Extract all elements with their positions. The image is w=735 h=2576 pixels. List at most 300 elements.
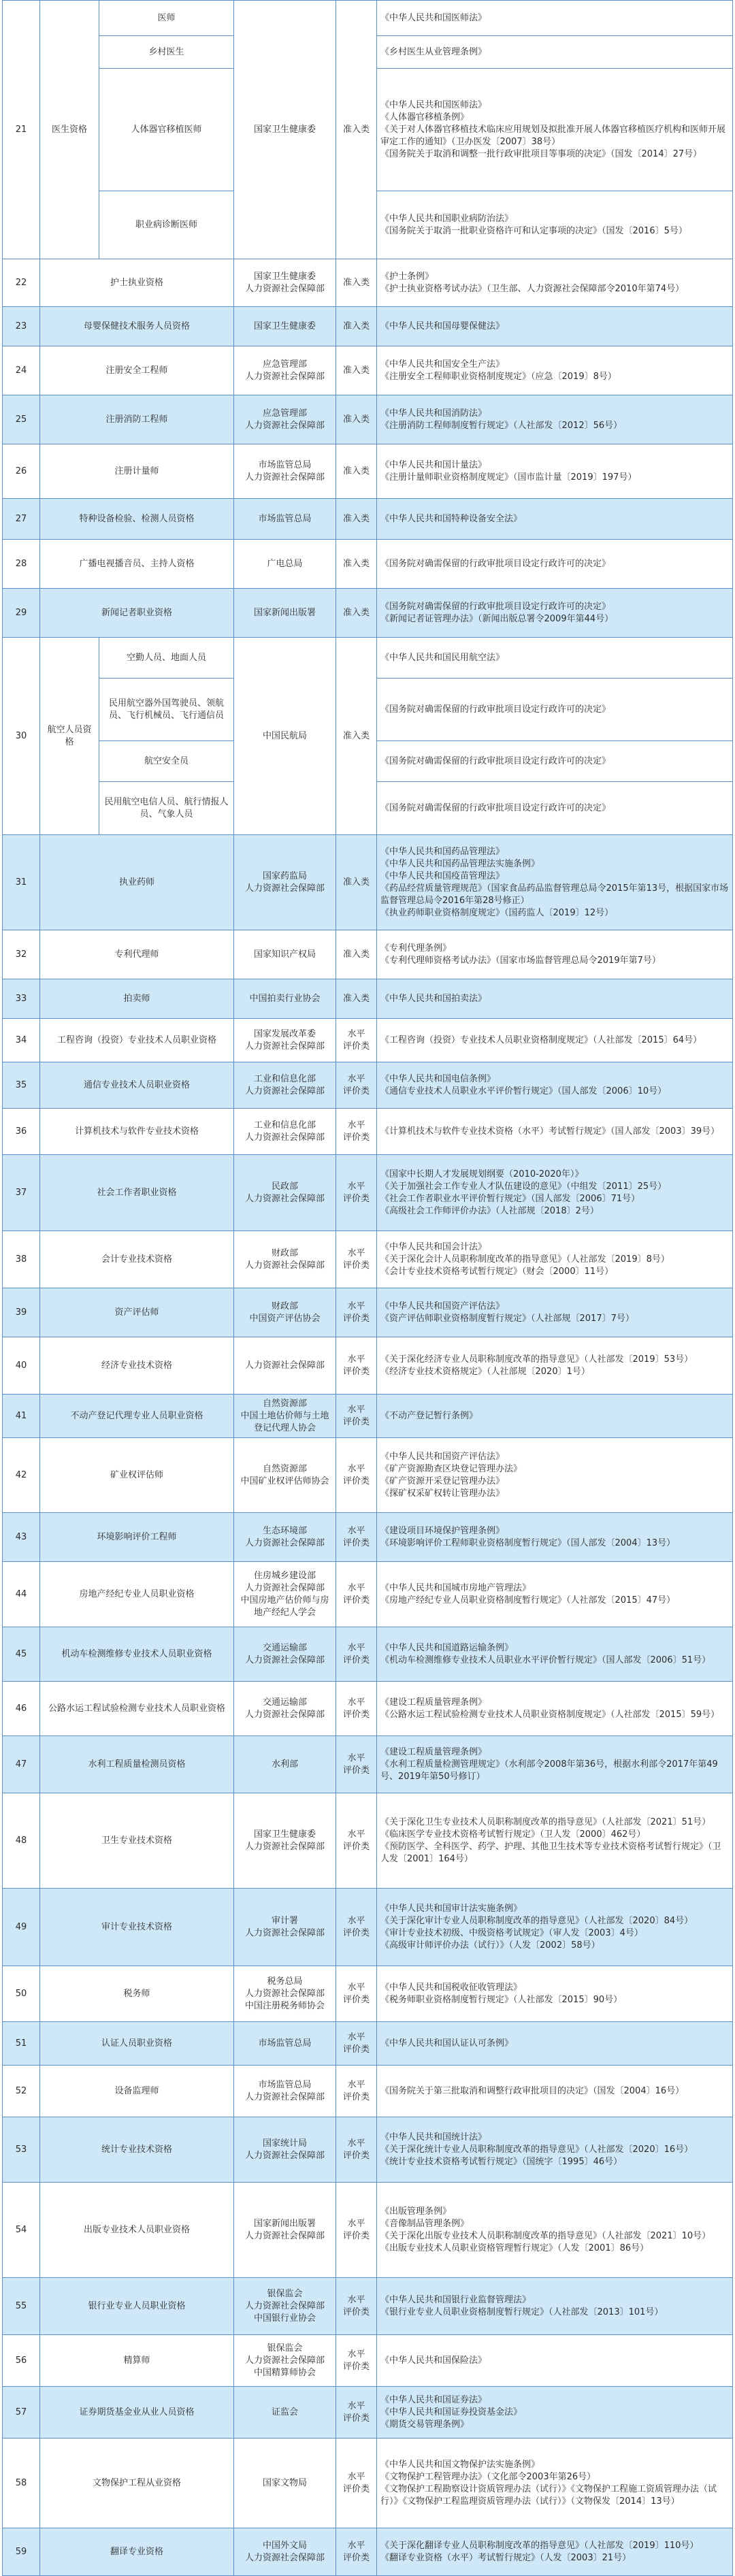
qualification-name: 出版专业技术人员职业资格	[40, 2183, 234, 2278]
implementing-department: 市场监管总局 人力资源社会保障部	[234, 2066, 336, 2117]
legal-basis-item: 《工程咨询（投资）专业技术人员职业资格制度规定》（人社部发〔2015〕64号）	[380, 1034, 702, 1045]
legal-basis-item: 《文物保护工程管理办法》（文化部令2003年第26号）	[380, 2471, 596, 2482]
qualification-name: 银行业专业人员职业资格	[40, 2278, 234, 2335]
sub-qualification-name: 医师	[99, 1, 234, 36]
implementing-department: 国家统计局 人力资源社会保障部	[234, 2117, 336, 2183]
row-number: 33	[3, 979, 40, 1019]
legal-basis-item: 《水利工程质量检测管理规定》（水利部令2008年第36号，根据水利部令2017年第49号、2019年第50号修订）	[380, 1759, 718, 1782]
qualification-type: 水平 评价类	[336, 1288, 377, 1337]
table-row	[3, 1231, 733, 1288]
qualification-name: 广播电视播音员、主持人资格	[40, 540, 234, 589]
implementing-department: 国家文物局	[234, 2439, 336, 2528]
implementing-department: 水利部	[234, 1736, 336, 1793]
implementing-department: 国家发展改革委 人力资源社会保障部	[234, 1019, 336, 1062]
qualification-type: 水平 评价类	[336, 2117, 377, 2183]
legal-basis-item: 《预防医学、全科医学、药学、护理、其他卫生技术等专业技术资格考试暂行规定》（卫人发〔2001〕164号）	[380, 1841, 721, 1864]
legal-basis-item: 《中华人民共和国药品管理法实施条例》	[380, 858, 540, 869]
legal-basis-item: 《资产评估师职业资格制度暂行规定》（人社部规〔2017〕7号）	[380, 1313, 634, 1324]
implementing-department: 国家新闻出版署	[234, 589, 336, 638]
qualification-type: 水平 评价类	[336, 2066, 377, 2117]
legal-basis	[377, 2022, 733, 2066]
row-number: 51	[3, 2022, 40, 2066]
row-number: 40	[3, 1337, 40, 1395]
legal-basis-item: 《中华人民共和国电信条例》	[380, 1073, 496, 1084]
legal-basis-item: 《中华人民共和国消防法》	[380, 408, 487, 419]
legal-basis-item: 《通信专业技术人员职业水平评价暂行规定》（国人部发〔2006〕10号）	[380, 1086, 667, 1096]
table-row	[3, 395, 733, 444]
legal-basis-item: 《执业药师职业资格制度规定》（国药监人〔2019〕12号）	[380, 907, 614, 918]
implementing-department: 审计署 人力资源社会保障部	[234, 1889, 336, 1966]
legal-basis-item: 《中华人民共和国资产评估法》	[380, 1451, 505, 1462]
legal-basis-item: 《中华人民共和国安全生产法》	[380, 359, 505, 370]
qualification-name: 新闻记者职业资格	[40, 589, 234, 638]
table-row	[3, 1736, 733, 1793]
table-row	[3, 1288, 733, 1337]
legal-basis-item: 《出版专业技术人员职业资格管理暂行规定》（人发〔2001〕86号）	[380, 2243, 649, 2253]
implementing-department: 应急管理部 人力资源社会保障部	[234, 395, 336, 444]
qualification-name: 机动车检测维修专业技术人员职业资格	[40, 1627, 234, 1682]
legal-basis-item: 《关于深化经济专业人员职称制度改革的指导意见》（人社部发〔2019〕53号）	[380, 1354, 693, 1365]
implementing-department: 国家卫生健康委 人力资源社会保障部	[234, 1793, 336, 1889]
legal-basis-item: 《高级社会工作师评价办法》（人社部规〔2018〕2号）	[380, 1205, 599, 1216]
table-row	[3, 540, 733, 589]
legal-basis	[377, 1395, 733, 1438]
qualification-type: 水平 评价类	[336, 1231, 377, 1288]
qualification-type: 水平 评价类	[336, 1793, 377, 1889]
legal-basis	[377, 346, 733, 395]
table-row	[3, 2335, 733, 2387]
legal-basis-item: 《注册消防工程师制度暂行规定》（人社部发〔2012〕56号）	[380, 420, 623, 431]
row-number: 36	[3, 1109, 40, 1155]
qualification-name: 特种设备检验、检测人员资格	[40, 499, 234, 540]
implementing-department: 财政部 人力资源社会保障部	[234, 1231, 336, 1288]
legal-basis	[377, 679, 733, 741]
row-number: 49	[3, 1889, 40, 1966]
legal-basis-item: 《高级审计师评价办法（试行）》（人发〔2002〕58号）	[380, 1940, 600, 1951]
legal-basis-item: 《国务院对确需保留的行政审批项目设定行政许可的决定》	[380, 558, 611, 569]
table-row	[3, 346, 733, 395]
qualification-name: 注册计量师	[40, 444, 234, 499]
legal-basis	[377, 69, 733, 191]
table-row	[3, 444, 733, 499]
row-number: 44	[3, 1562, 40, 1627]
implementing-department: 税务总局 人力资源社会保障部 中国注册税务师协会	[234, 1966, 336, 2022]
legal-basis-item: 《税务师职业资格制度暂行规定》（人社部发〔2015〕90号）	[380, 1994, 623, 2005]
implementing-department: 交通运输部 人力资源社会保障部	[234, 1627, 336, 1682]
implementing-department: 自然资源部 中国土地估价师与土地登记代理人协会	[234, 1395, 336, 1438]
qualification-type: 水平 评价类	[336, 1682, 377, 1736]
qualification-type: 水平 评价类	[336, 1019, 377, 1062]
legal-basis-item: 《中华人民共和国会计法》	[380, 1241, 487, 1252]
sub-qualification-name: 职业病诊断医师	[99, 191, 234, 259]
table-row	[3, 2387, 733, 2439]
qualification-type: 水平 评价类	[336, 1966, 377, 2022]
qualification-type: 准入类	[336, 540, 377, 589]
implementing-department: 银保监会 人力资源社会保障部 中国精算师协会	[234, 2335, 336, 2387]
implementing-department: 银保监会 人力资源社会保障部 中国银行业协会	[234, 2278, 336, 2335]
legal-basis-item: 《中华人民共和国城市房地产管理法》	[380, 1582, 532, 1593]
legal-basis	[377, 2528, 733, 2576]
legal-basis-item: 《中华人民共和国医师法》	[380, 12, 487, 23]
qualification-type: 准入类	[336, 259, 377, 307]
legal-basis-item: 《房地产经纪专业人员职业资格制度暂行规定》（人社部发〔2015〕47号）	[380, 1595, 676, 1605]
qualification-type: 准入类	[336, 638, 377, 835]
legal-basis	[377, 191, 733, 259]
qualification-name: 卫生专业技术资格	[40, 1793, 234, 1889]
implementing-department: 中国外文局 人力资源社会保障部	[234, 2528, 336, 2576]
legal-basis-item: 《建设项目环境保护管理条例》	[380, 1525, 505, 1536]
legal-basis-item: 《关于深化出版专业技术人员职称制度改革的指导意见》（人社部发〔2021〕10号）	[380, 2230, 711, 2241]
qualification-type: 水平 评价类	[336, 1155, 377, 1231]
legal-basis	[377, 1337, 733, 1395]
qualification-name: 资产评估师	[40, 1288, 234, 1337]
legal-basis	[377, 2387, 733, 2439]
legal-basis	[377, 638, 733, 679]
table-row	[3, 2066, 733, 2117]
legal-basis-item: 《新闻记者证管理办法》（新闻出版总署令2009年第44号）	[380, 613, 614, 624]
legal-basis-item: 《护士执业资格考试办法》（卫生部、人力资源社会保障部令2010年第74号）	[380, 283, 685, 294]
legal-basis-item: 《中华人民共和国药品管理法》	[380, 846, 505, 857]
table-row	[3, 1889, 733, 1966]
legal-basis-item: 《中华人民共和国计量法》	[380, 459, 487, 470]
legal-basis-item: 《银行业专业人员职业资格制度暂行规定》（人社部发〔2013〕101号）	[380, 2306, 664, 2317]
implementing-department: 国家知识产权局	[234, 930, 336, 979]
table-row	[3, 2439, 733, 2528]
implementing-department: 广电总局	[234, 540, 336, 589]
legal-basis-item: 《专利代理师资格考试办法》（国家市场监督管理总局令2019年第7号）	[380, 955, 661, 966]
legal-basis	[377, 1288, 733, 1337]
implementing-department: 中国民航局	[234, 638, 336, 835]
legal-basis	[377, 395, 733, 444]
legal-basis-item: 《中华人民共和国职业病防治法》	[380, 213, 514, 224]
legal-basis-item: 《建设工程质量管理条例》	[380, 1697, 487, 1708]
table-row	[3, 259, 733, 307]
implementing-department: 市场监管总局	[234, 2022, 336, 2066]
row-number: 53	[3, 2117, 40, 2183]
table-row	[3, 1966, 733, 2022]
row-number: 42	[3, 1438, 40, 1513]
legal-basis	[377, 444, 733, 499]
qualification-type: 水平 评价类	[336, 2278, 377, 2335]
row-number: 47	[3, 1736, 40, 1793]
table-row	[3, 835, 733, 930]
legal-basis-item: 《计算机技术与软件专业技术资格（水平）考试暂行规定》（国人部发〔2003〕39号）	[380, 1126, 720, 1137]
qualification-name: 母婴保健技术服务人员资格	[40, 307, 234, 346]
table-row	[3, 1682, 733, 1736]
table-row	[3, 2183, 733, 2278]
row-number: 57	[3, 2387, 40, 2439]
qualification-name: 注册消防工程师	[40, 395, 234, 444]
legal-basis-item: 《国务院关于取消和调整一批行政审批项目等事项的决定》（国发〔2014〕27号）	[380, 148, 702, 159]
qualification-name: 环境影响评价工程师	[40, 1513, 234, 1562]
qualification-type: 水平 评价类	[336, 1889, 377, 1966]
qualification-type: 水平 评价类	[336, 2183, 377, 2278]
qualification-name: 水利工程质量检测员资格	[40, 1736, 234, 1793]
row-number: 30	[3, 638, 40, 835]
qualification-name: 矿业权评估师	[40, 1438, 234, 1513]
qualification-name: 计算机技术与软件专业技术资格	[40, 1109, 234, 1155]
legal-basis-item: 《国务院对确需保留的行政审批项目设定行政许可的决定》	[380, 755, 611, 766]
table-row	[3, 1513, 733, 1562]
legal-basis-item: 《中华人民共和国证券法》	[380, 2394, 487, 2405]
implementing-department: 交通运输部 人力资源社会保障部	[234, 1682, 336, 1736]
row-number: 52	[3, 2066, 40, 2117]
legal-basis	[377, 1682, 733, 1736]
legal-basis-item: 《注册计量师职业资格制度规定》（国市监计量〔2019〕197号）	[380, 472, 637, 483]
legal-basis-item: 《国务院对确需保留的行政审批项目设定行政许可的决定》	[380, 601, 611, 612]
legal-basis-item: 《公路水运工程试验检测专业技术人员职业资格制度规定》（人社部发〔2015〕59号）	[380, 1709, 720, 1720]
table-row	[3, 1793, 733, 1889]
legal-basis-item: 《中华人民共和国税收征收管理法》	[380, 1982, 523, 1993]
qualification-name: 证券期货基金业从业人员资格	[40, 2387, 234, 2439]
legal-basis-item: 《专利代理条例》	[380, 943, 452, 953]
qualification-type: 准入类	[336, 346, 377, 395]
legal-basis	[377, 782, 733, 835]
legal-basis-item: 《中华人民共和国民用航空法》	[380, 652, 505, 663]
legal-basis-item: 《审计专业技术初级、中级资格考试规定》（审人发〔2003〕4号）	[380, 1927, 643, 1938]
qualification-name: 会计专业技术资格	[40, 1231, 234, 1288]
sub-qualification-name: 人体器官移植医师	[99, 69, 234, 191]
legal-basis-item: 《国务院关于取消一批职业资格许可和认定事项的决定》（国发〔2016〕5号）	[380, 225, 687, 236]
legal-basis	[377, 741, 733, 782]
legal-basis-item: 《中华人民共和国认证认可条例》	[380, 2038, 514, 2049]
legal-basis-item: 《关于深化会计人员职称制度改革的指导意见》（人社部发〔2019〕8号）	[380, 1254, 670, 1265]
qualification-type: 水平 评价类	[336, 1395, 377, 1438]
legal-basis-item: 《国务院对确需保留的行政审批项目设定行政许可的决定》	[380, 704, 611, 715]
table-row	[3, 1062, 733, 1109]
qualification-type: 准入类	[336, 589, 377, 638]
qualification-type: 水平 评价类	[336, 2387, 377, 2439]
table-row	[3, 1337, 733, 1395]
legal-basis	[377, 930, 733, 979]
qualification-type: 准入类	[336, 1, 377, 259]
legal-basis-item: 《矿产资源开采登记管理办法》	[380, 1476, 505, 1486]
legal-basis	[377, 2183, 733, 2278]
qualification-name: 税务师	[40, 1966, 234, 2022]
sub-qualification-name: 空勤人员、地面人员	[99, 638, 234, 679]
table-row	[3, 1438, 733, 1513]
qualification-type: 水平 评价类	[336, 2439, 377, 2528]
legal-basis-item: 《药品经营质量管理规范》（国家食品药品监督管理总局令2015年第13号，根据国家市场监督管理总局令2016年第28号修正）	[380, 883, 729, 906]
qualification-type: 准入类	[336, 307, 377, 346]
row-number: 29	[3, 589, 40, 638]
row-number: 31	[3, 835, 40, 930]
qualification-table	[2, 0, 733, 2576]
legal-basis-item: 《国务院对确需保留的行政审批项目设定行政许可的决定》	[380, 802, 611, 813]
qualification-type: 准入类	[336, 395, 377, 444]
legal-basis	[377, 259, 733, 307]
legal-basis	[377, 835, 733, 930]
legal-basis-item: 《乡村医生从业管理条例》	[380, 46, 487, 57]
legal-basis	[377, 1062, 733, 1109]
implementing-department: 市场监管总局 人力资源社会保障部	[234, 444, 336, 499]
row-number: 25	[3, 395, 40, 444]
qualification-name: 执业药师	[40, 835, 234, 930]
table-row	[3, 979, 733, 1019]
implementing-department: 国家卫生健康委 人力资源社会保障部	[234, 259, 336, 307]
legal-basis-item: 《中华人民共和国疫苗管理法》	[380, 870, 505, 881]
implementing-department: 国家新闻出版署 人力资源社会保障部	[234, 2183, 336, 2278]
legal-basis-item: 《中华人民共和国道路运输条例》	[380, 1642, 514, 1653]
legal-basis-item: 《中华人民共和国证券投资基金法》	[380, 2407, 523, 2417]
legal-basis-item: 《矿产资源勘查区块登记管理办法》	[380, 1463, 523, 1474]
row-number: 41	[3, 1395, 40, 1438]
implementing-department: 应急管理部 人力资源社会保障部	[234, 346, 336, 395]
legal-basis-item: 《人体器官移植条例》	[380, 112, 470, 123]
qualification-name: 统计专业技术资格	[40, 2117, 234, 2183]
legal-basis-item: 《关于深化统计专业人员职称制度改革的指导意见》（人社部发〔2020〕16号）	[380, 2144, 693, 2155]
qualification-type: 水平 评价类	[336, 2335, 377, 2387]
legal-basis-item: 《机动车检测维修专业技术人员职业水平评价暂行规定》（国人部发〔2006〕51号）	[380, 1654, 711, 1665]
row-number: 22	[3, 259, 40, 307]
legal-basis	[377, 1736, 733, 1793]
legal-basis-item: 《社会工作者职业水平评价暂行规定》（国人部发〔2006〕71号）	[380, 1193, 640, 1204]
legal-basis-item: 《关于对人体器官移植技术临床应用规划及拟批准开展人体器官移植医疗机构和医师开展审定工作的通知》（卫办医发〔2007〕38号）	[380, 124, 726, 147]
qualification-type: 水平 评价类	[336, 2528, 377, 2576]
legal-basis	[377, 2439, 733, 2528]
qualification-name: 医生资格	[40, 1, 99, 259]
legal-basis-item: 《关于深化卫生专业技术人员职称制度改革的指导意见》（人社部发〔2021〕51号）	[380, 1816, 711, 1827]
row-number: 26	[3, 444, 40, 499]
legal-basis-item: 《经济专业技术资格规定》（人社部规〔2020〕1号）	[380, 1366, 590, 1377]
legal-basis	[377, 979, 733, 1019]
implementing-department: 住房城乡建设部 人力资源社会保障部 中国房地产估价师与房地产经纪人学会	[234, 1562, 336, 1627]
row-number: 48	[3, 1793, 40, 1889]
qualification-type: 准入类	[336, 979, 377, 1019]
legal-basis	[377, 540, 733, 589]
legal-basis-item: 《注册安全工程师职业资格制度规定》（应急〔2019〕8号）	[380, 371, 617, 382]
qualification-type: 水平 评价类	[336, 1438, 377, 1513]
legal-basis-item: 《关于加强社会工作专业人才队伍建设的意见》（中组发〔2011〕25号）	[380, 1181, 667, 1192]
implementing-department: 民政部 人力资源社会保障部	[234, 1155, 336, 1231]
qualification-type: 水平 评价类	[336, 2022, 377, 2066]
row-number: 39	[3, 1288, 40, 1337]
legal-basis	[377, 307, 733, 346]
table-row	[3, 307, 733, 346]
qualification-name: 公路水运工程试验检测专业技术人员职业资格	[40, 1682, 234, 1736]
implementing-department: 市场监管总局	[234, 499, 336, 540]
table-row	[3, 499, 733, 540]
legal-basis	[377, 1513, 733, 1562]
implementing-department: 国家卫生健康委	[234, 307, 336, 346]
qualification-name: 房地产经纪专业人员职业资格	[40, 1562, 234, 1627]
legal-basis-item: 《中华人民共和国资产评估法》	[380, 1301, 505, 1311]
table-row	[3, 2278, 733, 2335]
legal-basis	[377, 1438, 733, 1513]
qualification-type: 准入类	[336, 930, 377, 979]
legal-basis	[377, 36, 733, 69]
legal-basis	[377, 2117, 733, 2183]
table-row	[3, 1395, 733, 1438]
qualification-type: 水平 评价类	[336, 1062, 377, 1109]
qualification-type: 水平 评价类	[336, 1562, 377, 1627]
legal-basis-item: 《探矿权采矿权转让管理办法》	[380, 1488, 505, 1499]
row-number: 34	[3, 1019, 40, 1062]
qualification-type: 准入类	[336, 835, 377, 930]
qualification-type: 水平 评价类	[336, 1736, 377, 1793]
row-number: 37	[3, 1155, 40, 1231]
row-number: 24	[3, 346, 40, 395]
legal-basis-item: 《中华人民共和国拍卖法》	[380, 993, 487, 1004]
sub-qualification-name: 乡村医生	[99, 36, 234, 69]
implementing-department: 国家药监局 人力资源社会保障部	[234, 835, 336, 930]
table-row	[3, 2022, 733, 2066]
implementing-department: 人力资源社会保障部	[234, 1337, 336, 1395]
legal-basis	[377, 1019, 733, 1062]
implementing-department: 自然资源部 中国矿业权评估师协会	[234, 1438, 336, 1513]
row-number: 27	[3, 499, 40, 540]
legal-basis-item: 《中华人民共和国医师法》	[380, 99, 487, 110]
qualification-name: 注册安全工程师	[40, 346, 234, 395]
table-row	[3, 930, 733, 979]
legal-basis-item: 《中华人民共和国保险法》	[380, 2355, 487, 2366]
qualification-name: 不动产登记代理专业人员职业资格	[40, 1395, 234, 1438]
implementing-department: 证监会	[234, 2387, 336, 2439]
sub-qualification-name: 民用航空器外国驾驶员、领航员、飞行机械员、飞行通信员	[99, 679, 234, 741]
qualification-name: 翻译专业资格	[40, 2528, 234, 2576]
legal-basis-item: 《中华人民共和国审计法实施条例》	[380, 1903, 523, 1914]
table-body	[3, 1, 733, 2576]
implementing-department: 财政部 中国资产评估协会	[234, 1288, 336, 1337]
legal-basis-item: 《中华人民共和国特种设备安全法》	[380, 513, 523, 524]
legal-basis	[377, 589, 733, 638]
sub-qualification-name: 航空安全员	[99, 741, 234, 782]
table-row	[3, 2117, 733, 2183]
qualification-name: 护士执业资格	[40, 259, 234, 307]
table-row	[3, 1155, 733, 1231]
legal-basis-item: 《翻译专业资格（水平）考试暂行规定》（人发〔2003〕21号）	[380, 2552, 632, 2563]
row-number: 32	[3, 930, 40, 979]
qualification-name: 认证人员职业资格	[40, 2022, 234, 2066]
legal-basis	[377, 1889, 733, 1966]
implementing-department: 生态环境部 人力资源社会保障部	[234, 1513, 336, 1562]
legal-basis-item: 《出版管理条例》	[380, 2206, 452, 2217]
qualification-type: 准入类	[336, 444, 377, 499]
row-number: 56	[3, 2335, 40, 2387]
row-number: 58	[3, 2439, 40, 2528]
table-row	[3, 1627, 733, 1682]
table-row	[3, 1019, 733, 1062]
legal-basis-item: 《音像制品管理条例》	[380, 2218, 470, 2229]
qualification-name: 设备监理师	[40, 2066, 234, 2117]
row-number: 59	[3, 2528, 40, 2576]
qualification-name: 审计专业技术资格	[40, 1889, 234, 1966]
legal-basis	[377, 2066, 733, 2117]
legal-basis	[377, 1627, 733, 1682]
row-number: 23	[3, 307, 40, 346]
legal-basis-item: 《中华人民共和国文物保护法实施条例》	[380, 2459, 540, 2470]
legal-basis-item: 《关于深化审计专业人员职称制度改革的指导意见》（人社部发〔2020〕84号）	[380, 1915, 693, 1926]
legal-basis-item: 《关于深化翻译专业人员职称制度改革的指导意见》（人社部发〔2019〕110号）	[380, 2540, 699, 2551]
qualification-name: 社会工作者职业资格	[40, 1155, 234, 1231]
table-row	[3, 1562, 733, 1627]
qualification-name: 专利代理师	[40, 930, 234, 979]
legal-basis	[377, 1109, 733, 1155]
qualification-name: 工程咨询（投资）专业技术人员职业资格	[40, 1019, 234, 1062]
legal-basis-item: 《文物保护工程勘察设计资质管理办法（试行）》《文物保护工程施工资质管理办法（试行）》《文物保护工程监理资质管理办法（试行）》（文物保发〔2014〕13号）	[380, 2483, 717, 2507]
implementing-department: 国家卫生健康委	[234, 1, 336, 259]
legal-basis	[377, 2335, 733, 2387]
legal-basis	[377, 1, 733, 36]
row-number: 21	[3, 1, 40, 259]
table-row	[3, 1109, 733, 1155]
qualification-name: 文物保护工程从业资格	[40, 2439, 234, 2528]
row-number: 45	[3, 1627, 40, 1682]
row-number: 50	[3, 1966, 40, 2022]
row-number: 54	[3, 2183, 40, 2278]
legal-basis-item: 《护士条例》	[380, 271, 434, 282]
legal-basis-item: 《中华人民共和国统计法》	[380, 2132, 487, 2142]
